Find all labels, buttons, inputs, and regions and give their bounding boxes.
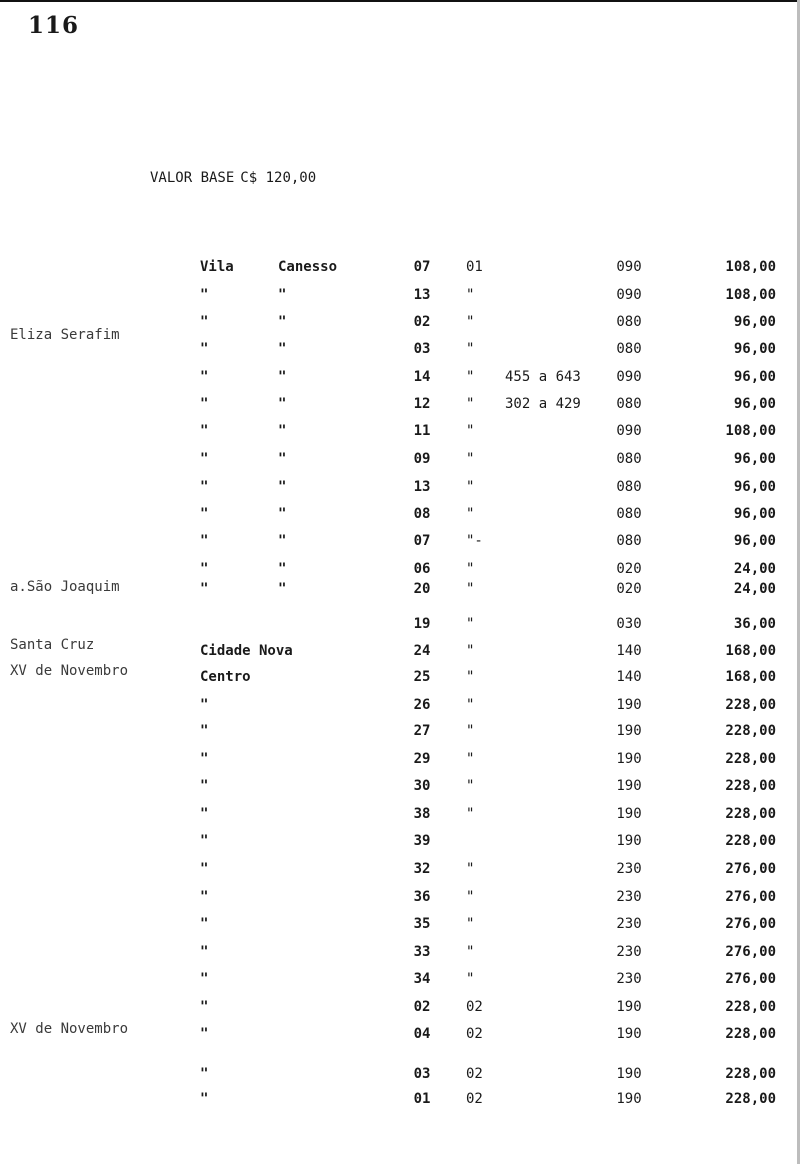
neighborhood-cell: " [200,723,209,739]
lot-cell: 08 [413,506,431,522]
code-cell: 230 [616,861,642,877]
value-cell: 228,00 [725,723,776,739]
lot-cell: 35 [413,916,431,932]
lot-cell: 09 [413,451,431,467]
code-cell: 030 [616,616,642,632]
value-cell: 96,00 [733,341,776,357]
value-cell: 228,00 [725,1066,776,1082]
value-cell: 228,00 [725,697,776,713]
neighborhood-cell: " [200,561,209,577]
block-cell: " [466,396,475,412]
neighborhood-cell: " [200,861,209,877]
code-cell: 080 [616,479,642,495]
table-row [0,943,800,967]
neighborhood-cell-2: " [278,561,287,577]
lot-cell: 26 [413,697,431,713]
neighborhood-cell: " [200,999,209,1015]
code-cell: 190 [616,806,642,822]
neighborhood-cell: " [200,581,209,597]
lot-cell: 32 [413,861,431,877]
neighborhood-cell: " [200,451,209,467]
value-cell: 228,00 [725,1091,776,1107]
lot-cell: 03 [413,1066,431,1082]
table-row [0,422,800,446]
value-cell: 228,00 [725,751,776,767]
table-row [0,998,800,1022]
lot-cell: 12 [413,396,431,412]
lot-cell: 19 [413,616,431,632]
block-cell: "- [466,533,483,549]
block-cell: " [466,916,475,932]
table-row [0,286,800,310]
neighborhood-cell: " [200,916,209,932]
neighborhood-cell: " [200,751,209,767]
code-cell: 230 [616,944,642,960]
neighborhood-cell-2: " [278,506,287,522]
table-row [0,505,800,529]
lot-cell: 01 [413,1091,431,1107]
value-cell: 228,00 [725,1026,776,1042]
neighborhood-cell-2: Canesso [278,259,338,275]
lot-cell: 13 [413,287,431,303]
code-cell: 080 [616,341,642,357]
neighborhood-cell: " [200,971,209,987]
base-value-label: VALOR BASE [150,170,235,186]
value-cell: 96,00 [733,396,776,412]
neighborhood-cell-2: " [278,479,287,495]
lot-cell: 04 [413,1026,431,1042]
neighborhood-cell: " [200,944,209,960]
code-cell: 190 [616,751,642,767]
value-cell: 96,00 [733,479,776,495]
lot-cell: 30 [413,778,431,794]
neighborhood-cell: " [200,697,209,713]
value-cell: 96,00 [733,506,776,522]
block-cell: " [466,369,475,385]
lot-cell: 27 [413,723,431,739]
code-cell: 080 [616,533,642,549]
value-cell: 96,00 [733,369,776,385]
block-cell: " [466,479,475,495]
neighborhood-cell-2: " [278,423,287,439]
code-cell: 190 [616,778,642,794]
value-cell: 168,00 [725,669,776,685]
code-cell: 080 [616,396,642,412]
lot-cell: 13 [413,479,431,495]
table-row [0,258,800,282]
table-row [0,860,800,884]
value-cell: 24,00 [733,581,776,597]
block-cell: " [466,669,475,685]
block-cell: " [466,287,475,303]
table-row [0,750,800,774]
value-cell: 96,00 [733,451,776,467]
neighborhood-cell: " [200,369,209,385]
neighborhood-cell: " [200,287,209,303]
range-cell: 302 a 429 [505,396,581,412]
lot-cell: 02 [413,999,431,1015]
block-cell: " [466,451,475,467]
neighborhood-cell: Centro [200,669,251,685]
lot-cell: 25 [413,669,431,685]
lot-cell: 03 [413,341,431,357]
block-cell: " [466,861,475,877]
neighborhood-cell: " [200,479,209,495]
table-row [0,580,800,604]
value-cell: 276,00 [725,861,776,877]
table-row [0,368,800,392]
neighborhood-cell-2: " [278,396,287,412]
base-value-currency: C$ [240,170,258,186]
neighborhood-cell-2: " [278,341,287,357]
value-cell: 168,00 [725,643,776,659]
code-cell: 190 [616,1066,642,1082]
code-cell: 020 [616,561,642,577]
street-label: Santa Cruz [10,637,95,653]
neighborhood-cell: " [200,341,209,357]
neighborhood-cell-2: " [278,581,287,597]
lot-cell: 07 [413,259,431,275]
block-cell: " [466,423,475,439]
lot-cell: 39 [413,833,431,849]
code-cell: 020 [616,581,642,597]
code-cell: 080 [616,506,642,522]
street-label: XV de Novembro [10,1021,129,1037]
code-cell: 230 [616,889,642,905]
block-cell: 01 [466,259,483,275]
value-cell: 96,00 [733,533,776,549]
street-label: Eliza Serafim [10,327,120,343]
lot-cell: 24 [413,643,431,659]
block-cell: " [466,314,475,330]
value-cell: 108,00 [725,259,776,275]
code-cell: 230 [616,971,642,987]
code-cell: 190 [616,999,642,1015]
block-cell: " [466,561,475,577]
lot-cell: 06 [413,561,431,577]
value-cell: 276,00 [725,944,776,960]
neighborhood-cell: " [200,396,209,412]
block-cell: " [466,581,475,597]
value-cell: 36,00 [733,616,776,632]
block-cell: 02 [466,999,483,1015]
block-cell: " [466,944,475,960]
block-cell: " [466,506,475,522]
block-cell: " [466,643,475,659]
lot-cell: 14 [413,369,431,385]
lot-cell: 33 [413,944,431,960]
block-cell: 02 [466,1066,483,1082]
value-cell: 228,00 [725,833,776,849]
code-cell: 090 [616,287,642,303]
range-cell: 455 a 643 [505,369,581,385]
table-row [0,450,800,474]
block-cell: 02 [466,1026,483,1042]
neighborhood-cell: " [200,889,209,905]
table-row [0,313,800,337]
neighborhood-cell: " [200,806,209,822]
table-row [0,832,800,856]
neighborhood-cell: " [200,533,209,549]
block-cell: " [466,806,475,822]
table-row [0,696,800,720]
lot-cell: 29 [413,751,431,767]
table-row [0,615,800,639]
code-cell: 190 [616,1091,642,1107]
block-cell: " [466,697,475,713]
table-row [0,395,800,419]
neighborhood-cell-2: " [278,451,287,467]
neighborhood-cell: " [200,778,209,794]
code-cell: 190 [616,833,642,849]
neighborhood-cell: " [200,1026,209,1042]
base-value-amount: 120,00 [265,170,317,186]
code-cell: 080 [616,314,642,330]
table-row [0,340,800,364]
table-row [0,532,800,556]
code-cell: 080 [616,451,642,467]
neighborhood-cell: " [200,833,209,849]
lot-cell: 38 [413,806,431,822]
code-cell: 090 [616,369,642,385]
table-row [0,1065,800,1089]
code-cell: 190 [616,723,642,739]
block-cell: " [466,778,475,794]
value-cell: 96,00 [733,314,776,330]
code-cell: 140 [616,669,642,685]
neighborhood-cell: " [200,1091,209,1107]
neighborhood-cell: Cidade Nova [200,643,293,659]
neighborhood-cell-2: " [278,287,287,303]
block-cell: " [466,341,475,357]
neighborhood-cell: " [200,314,209,330]
table-row [0,915,800,939]
value-cell: 276,00 [725,916,776,932]
table-row [0,805,800,829]
table-row [0,722,800,746]
table-row [0,777,800,801]
table-row [0,1090,800,1114]
table-row [0,478,800,502]
neighborhood-cell: " [200,1066,209,1082]
lot-cell: 11 [413,423,431,439]
neighborhood-cell: " [200,423,209,439]
code-cell: 090 [616,259,642,275]
value-cell: 228,00 [725,778,776,794]
street-label: XV de Novembro [10,663,129,679]
page-number: 116 [28,12,80,39]
lot-cell: 34 [413,971,431,987]
neighborhood-cell-2: " [278,314,287,330]
block-cell: " [466,616,475,632]
value-cell: 108,00 [725,423,776,439]
value-cell: 276,00 [725,971,776,987]
lot-cell: 20 [413,581,431,597]
neighborhood-cell-2: " [278,533,287,549]
code-cell: 140 [616,643,642,659]
code-cell: 230 [616,916,642,932]
value-cell: 24,00 [733,561,776,577]
value-cell: 228,00 [725,999,776,1015]
code-cell: 190 [616,1026,642,1042]
lot-cell: 36 [413,889,431,905]
table-row [0,888,800,912]
value-cell: 276,00 [725,889,776,905]
block-cell: " [466,971,475,987]
code-cell: 090 [616,423,642,439]
neighborhood-cell: Vila [200,259,234,275]
value-cell: 228,00 [725,806,776,822]
street-label: a.São Joaquim [10,579,120,595]
lot-cell: 02 [413,314,431,330]
block-cell: 02 [466,1091,483,1107]
neighborhood-cell: " [200,506,209,522]
table-row [0,970,800,994]
neighborhood-cell-2: " [278,369,287,385]
block-cell: " [466,751,475,767]
block-cell: " [466,889,475,905]
lot-cell: 07 [413,533,431,549]
block-cell: " [466,723,475,739]
code-cell: 190 [616,697,642,713]
value-cell: 108,00 [725,287,776,303]
